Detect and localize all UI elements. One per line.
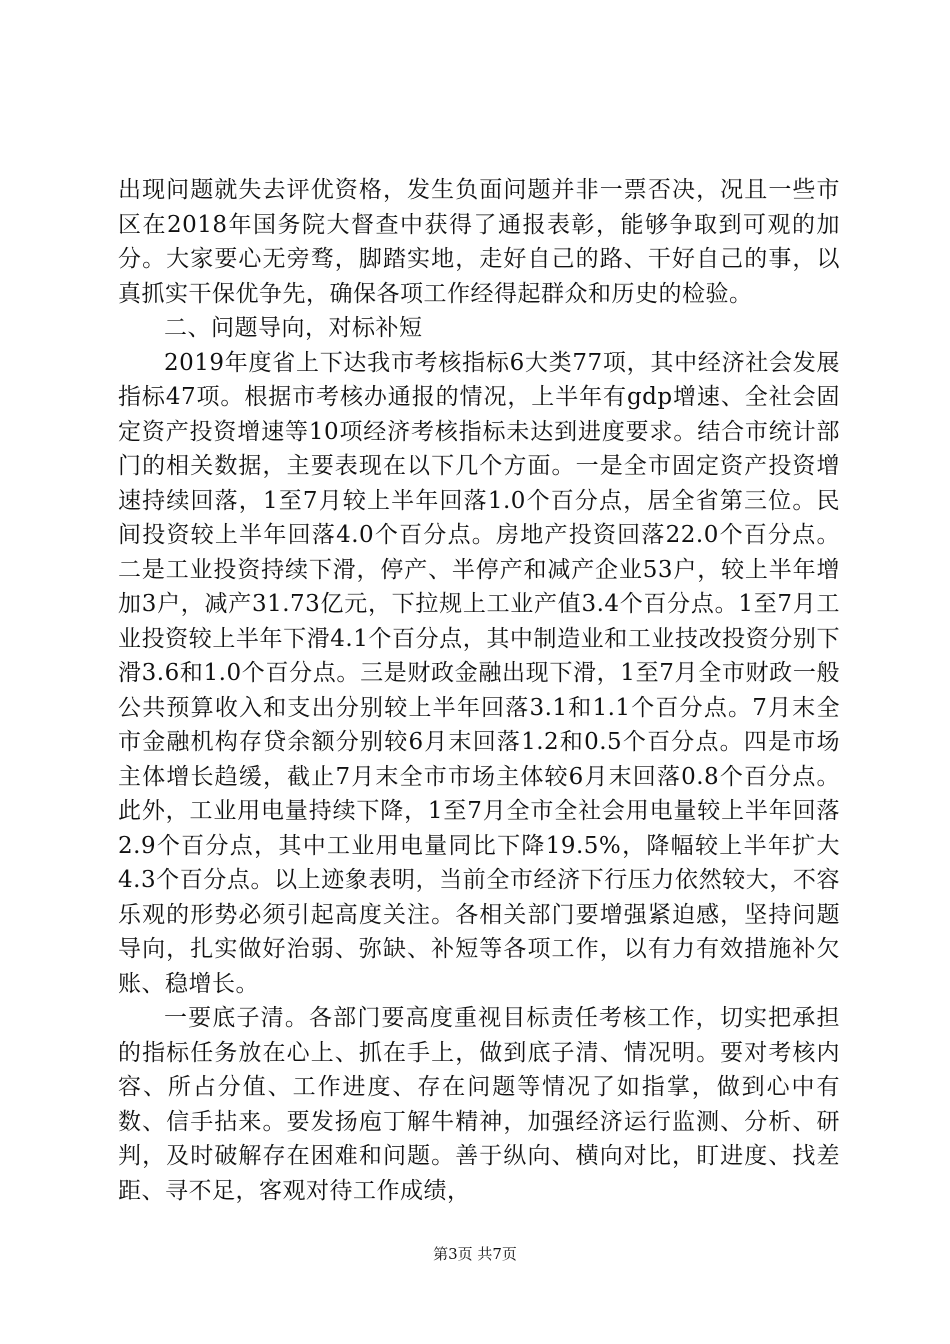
paragraph-indicators: 2019年度省上下达我市考核指标6大类77项，其中经济社会发展指标47项。根据市考核办通报的情况，上半年有gdp增速、全社会固定资产投资增速等10项经济考核指标未达到进度要求。结合市统计部门的相关数据，主要表现在以下几个方面。一是全市固定资产投资增速持续回落，1至7月较上半年回落1.0个百分点，居全省第三位。民间投资较上半年回落4.0个百分点。房地产投资回落22.0个百分点。二是工业投资持续下滑，停产、半停产和减产企业53户，较上半年增加3户，减产31.73亿元，下拉规上工业产值3.4个百分点。1至7月工业投资较上半年下滑4.1个百分点，其中制造业和工业技改投资分别下滑3.6和1.0个百分点。三是财政金融出现下滑，1至7月全市财政一般公共预算收入和支出分别较上半年回落3.1和1.1个百分点。7月末全市金融机构存贷余额分别较6月末回落1.2和0.5个百分点。四是市场主体增长趋缓，截止7月末全市市场主体较6月末回落0.8个百分点。此外，工业用电量持续下降，1至7月全市全社会用电量较上半年回落2.9个百分点，其中工业用电量同比下降19.5%，降幅较上半年扩大4.3个百分点。以上迹象表明，当前全市经济下行压力依然较大，不容乐观的形势必须引起高度关注。各相关部门要增强紧迫感，坚持问题导向，扎实做好治弱、弥缺、补短等各项工作，以有力有效措施补欠账、稳增长。 — [118, 349, 840, 997]
paragraph-continuation: 出现问题就失去评优资格，发生负面问题并非一票否决，况且一些市区在2018年国务院大督查中获得了通报表彰，能够争取到可观的加分。大家要心无旁骛，脚踏实地，走好自己的路、干好自己的事，以真抓实干保优争先，确保各项工作经得起群众和历史的检验。 — [118, 177, 840, 307]
section-heading: 二、问题导向，对标补短 — [164, 315, 423, 341]
page-footer: 第3页 共7页 — [433, 1245, 517, 1263]
paragraph-requirement-one: 一要底子清。各部门要高度重视目标责任考核工作，切实把承担的指标任务放在心上、抓在手上，做到底子清、情况明。要对考核内容、所占分值、工作进度、存在问题等情况了如指掌，做到心中有数、信手拈来。要发扬庖丁解牛精神，加强经济运行监测、分析、研判，及时破解存在困难和问题。善于纵向、横向对比，盯进度、找差距、寻不足，客观对待工作成绩， — [118, 1005, 840, 1204]
document-body — [118, 173, 840, 1208]
